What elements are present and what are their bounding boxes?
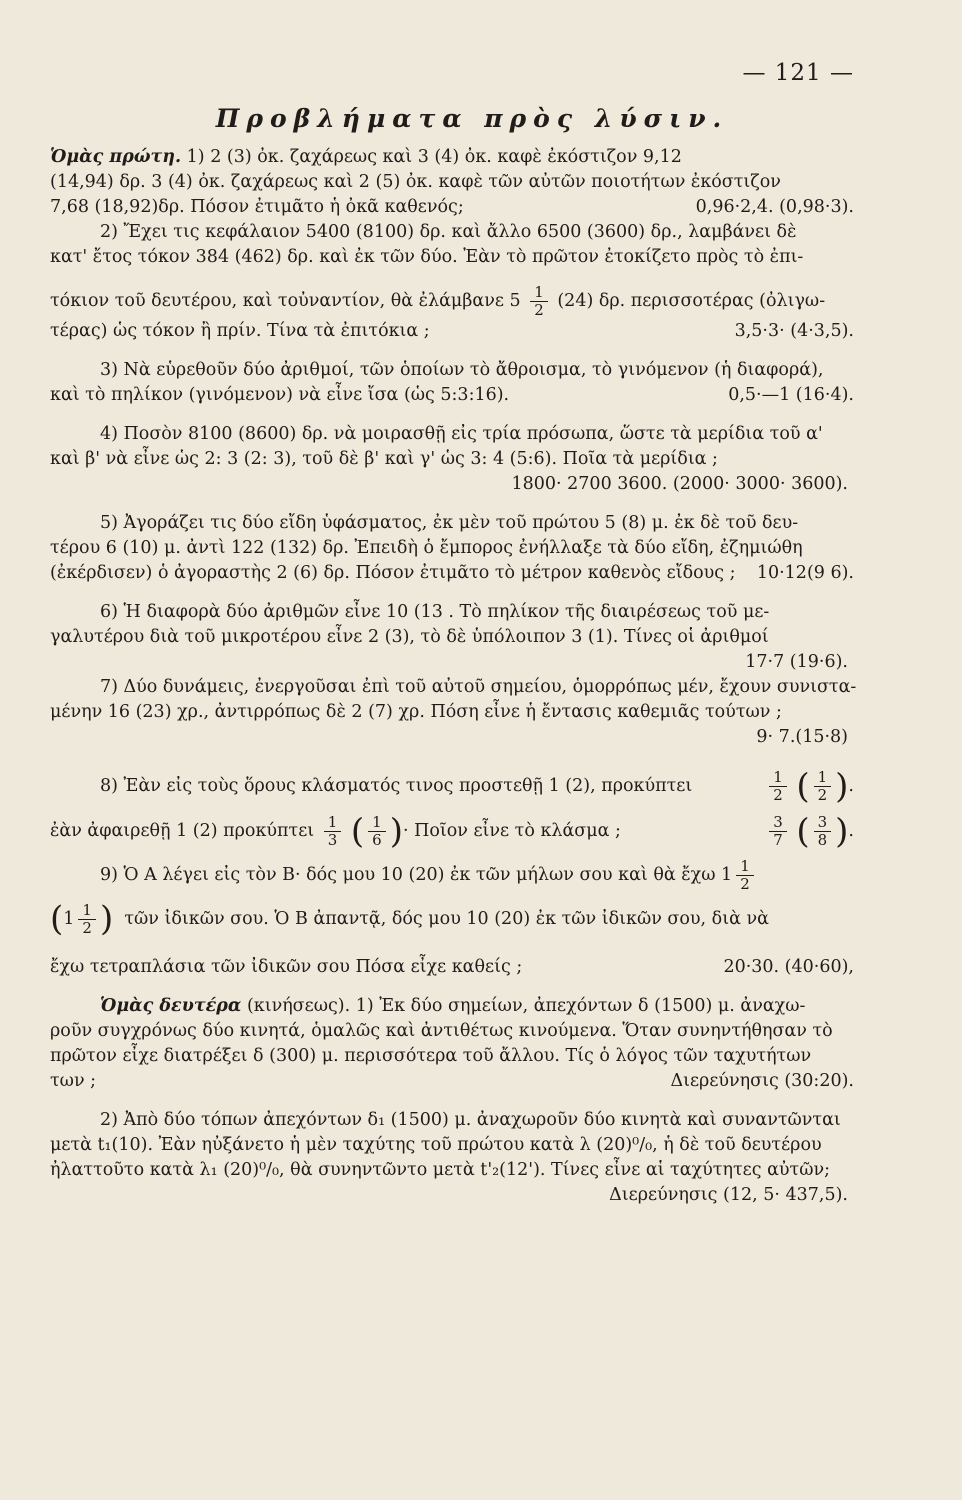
text-line [50, 1069, 854, 1094]
line-text: ροῦν συγχρόνως δύο κινητά, ὁμαλῶς καὶ ἀντιθέτως κινούμενα. Ὅταν συνηντήθησαν τὸ [50, 1021, 833, 1041]
text-line [50, 536, 854, 561]
text-line [50, 561, 854, 586]
text-line [50, 1019, 854, 1044]
line-text: κατ' ἔτος τόκον 384 (462) δρ. καὶ ἐκ τῶν δύο. Ἐὰν τὸ πρῶτον ἐτοκίζετο πρὸς τὸ ἐπι- [50, 247, 804, 267]
answer-text: 10·12(9 6). [756, 563, 854, 583]
line-text: πρῶτον εἶχε διατρέξει δ (300) μ. περισσότερα τοῦ ἄλλου. Τίς ὁ λόγος τῶν ταχυτήτων [50, 1046, 812, 1066]
line-text: καὶ τὸ πηλίκον (γινόμενον) νὰ εἶνε ἴσα (ὡς 5:3:16). [50, 385, 510, 405]
text-line [50, 955, 854, 980]
line-text: (14,94) δρ. 3 (4) ὀκ. ζαχάρεως καὶ 2 (5) ὀκ. καφὲ τῶν αὐτῶν ποιοτήτων ἐκόστιζον [50, 172, 781, 192]
text-line [50, 700, 854, 725]
text-line [50, 1044, 854, 1069]
group-heading: Ὁμὰς πρώτη. [50, 147, 182, 167]
line-text: τῶν ἰδικῶν σου. Ὁ Β ἀπαντᾷ, δός μου 10 (20) ἐκ τῶν ἰδικῶν σου, διὰ νὰ [124, 909, 769, 929]
text-line [50, 1158, 854, 1183]
answer-text: 9· 7.(15·8) [756, 727, 848, 747]
text-line [50, 220, 854, 245]
answer-text: 17·7 (19·6). [745, 652, 848, 672]
line-text: 2) Ἀπὸ δύο τόπων ἀπεχόντων δ₁ (1500) μ. ἀναχωροῦν δύο κινητὰ καὶ συναντῶνται [100, 1110, 841, 1130]
line-text: τέρου 6 (10) μ. ἀντὶ 122 (132) δρ. Ἐπειδὴ ὁ ἔμπορος ἐνήλλαξε τὰ δύο εἴδη, ἐζημιώθη [50, 538, 803, 558]
text-line [50, 245, 854, 270]
text-line [50, 145, 854, 170]
line-text: 3) Νὰ εὑρεθοῦν δύο ἀριθμοί, τῶν ὁποίων τὸ ἄθροισμα, τὸ γινόμενον (ἡ διαφορά), [100, 360, 824, 380]
line-text: 8) Ἐὰν εἰς τοὺς ὅρους κλάσματός τινος προστεθῇ 1 (2), προκύπτει [100, 776, 693, 797]
answer-text: Διερεύνησις (12, 5· 437,5). [609, 1185, 848, 1205]
line-text: μετὰ t₁(10). Ἐὰν ηὐξάνετο ἡ μὲν ταχύτης τοῦ πρώτου κατὰ λ (20)⁰/₀, ἡ δὲ τοῦ δευτέρου [50, 1135, 822, 1155]
text-line [50, 675, 857, 700]
text-line: 8) Ἐὰν εἰς τοὺς ὅρους κλάσματός τινος προστεθῇ 1 (2), προκύπτει $\frac{1}{2}$ ( $\frac{1}{2}$ ). [50, 764, 854, 809]
page-number: — 121 — [742, 60, 854, 86]
line-text: (24) δρ. περισσοτέρας (ὀλιγω- [557, 291, 826, 311]
text-line [50, 853, 854, 897]
text-line [50, 319, 854, 344]
text-line [50, 447, 854, 472]
text-line [50, 600, 854, 625]
answer-text: 0,5·—1 (16·4). [728, 385, 854, 405]
line-text: καὶ β' νὰ εἶνε ὡς 2: 3 (2: 3), τοῦ δὲ β' καὶ γ' ὡς 3: 4 (5:6). Ποῖα τὰ μερίδια ; [50, 449, 718, 469]
line-text: γαλυτέρου διὰ τοῦ μικροτέρου εἶνε 2 (3), τὸ δὲ ὑπόλοιπον 3 (1). Τίνες οἱ ἀριθμοί [50, 627, 769, 647]
line-text: (κινήσεως). 1) Ἐκ δύο σημείων, ἀπεχόντων δ (1500) μ. ἀναχω- [246, 996, 806, 1016]
text-line [50, 1108, 854, 1133]
line-text: ἠλαττοῦτο κατὰ λ₁ (20)⁰/₀, θὰ συνηντῶντο μετὰ t'₂(12'). Τίνες εἶνε αἱ ταχύτητες αὐτῶν; [50, 1160, 831, 1180]
fraction: $\frac{1}{2}$ [78, 902, 96, 937]
line-text: μένην 16 (23) χρ., ἀντιρρόπως δὲ 2 (7) χρ. Πόση εἶνε ἡ ἔντασις καθεμιᾶς τούτων ; [50, 702, 782, 722]
text-line: ἐὰν ἀφαιρεθῇ 1 (2) προκύπτει $\frac{1}{3}$ ( $\frac{1}{6}$ )· Ποῖον εἶνε τὸ κλάσμα ; $\frac{3}{7}$ ( $\frac{3}{8}$ ). [50, 811, 854, 851]
fraction: $\frac{1}{2}$ [769, 769, 787, 804]
text-line [50, 195, 854, 220]
fraction: $\frac{3}{8}$ [814, 814, 832, 849]
page-title: Προβλήματα πρὸς λύσιν. [215, 104, 729, 133]
line-text: 7) Δύο δυνάμεις, ἐνεργοῦσαι ἐπὶ τοῦ αὐτοῦ σημείου, ὁμορρόπως μέν, ἔχουν συνιστα- [100, 677, 857, 697]
line-text: ἔχω τετραπλάσια τῶν ἰδικῶν σου Πόσα εἶχε καθείς ; [50, 957, 523, 977]
line-text: των ; [50, 1071, 97, 1091]
text-line [50, 994, 854, 1019]
answer-text: 0,96·2,4. (0,98·3). [695, 197, 854, 217]
text-line [50, 358, 854, 383]
answer-text: 1800· 2700 3600. (2000· 3000· 3600). [511, 474, 848, 494]
line-text: 5) Ἀγοράζει τις δύο εἴδη ὑφάσματος, ἐκ μὲν τοῦ πρώτου 5 (8) μ. ἐκ δὲ τοῦ δευ- [100, 513, 799, 533]
text-line [50, 284, 854, 319]
text-line [50, 625, 854, 650]
fraction: $\frac{1}{3}$ [324, 814, 342, 849]
answer-text: 20·30. (40·60), [723, 957, 854, 977]
line-text: 2) Ἔχει τις κεφάλαιον 5400 (8100) δρ. καὶ ἄλλο 6500 (3600) δρ., λαμβάνει δὲ [100, 222, 797, 242]
text-line: ( 1 $\frac{1}{2}$ ) τῶν ἰδικῶν σου. Ὁ Β ἀπαντᾷ, δός μου 10 (20) ἐκ τῶν ἰδικῶν σου, διὰ νὰ [50, 899, 769, 939]
line-text: Ποῖον εἶνε τὸ κλάσμα ; [414, 820, 621, 841]
line-text: 9) Ὁ Α λέγει εἰς τὸν Β· δός μου 10 (20) ἐκ τῶν μήλων σου καὶ θὰ ἔχω 1 [100, 865, 733, 885]
answer-text: 3,5·3· (4·3,5). [734, 321, 854, 341]
text-line [50, 511, 854, 536]
line-text: τόκιον τοῦ δευτέρου, καὶ τοὐναντίον, θὰ ἐλάμβανε 5 [50, 291, 521, 311]
text-line [50, 383, 854, 408]
line-text: 6) Ἡ διαφορὰ δύο ἀριθμῶν εἶνε 10 (13 . Τὸ πηλίκον τῆς διαιρέσεως τοῦ με- [100, 602, 770, 622]
fraction: $\frac{1}{2}$ [736, 858, 754, 893]
line-text: (ἐκέρδισεν) ὁ ἀγοραστὴς 2 (6) δρ. Πόσον ἐτιμᾶτο τὸ μέτρον καθενὸς εἴδους ; [50, 563, 736, 583]
text-line [50, 422, 854, 447]
group-heading: Ὁμὰς δευτέρα [100, 996, 242, 1016]
line-text: ἐὰν ἀφαιρεθῇ 1 (2) προκύπτει [50, 820, 315, 841]
line-text: 4) Ποσὸν 8100 (8600) δρ. νὰ μοιρασθῇ εἰς τρία πρόσωπα, ὥστε τὰ μερίδια τοῦ α' [100, 424, 823, 444]
fraction: $\frac{3}{7}$ [769, 814, 787, 849]
text-line [50, 170, 854, 195]
answer-text: Διερεύνησις (30:20). [670, 1071, 854, 1091]
text-line [50, 1133, 854, 1158]
fraction: $\frac{1}{6}$ [368, 814, 386, 849]
fraction: $\frac{1}{2}$ [530, 284, 548, 319]
line-text: τέρας) ὡς τόκον ἢ πρίν. Τίνα τὰ ἐπιτόκια ; [50, 321, 430, 341]
fraction: $\frac{1}{2}$ [814, 769, 832, 804]
line-text: 1) 2 (3) ὀκ. ζαχάρεως καὶ 3 (4) ὀκ. καφὲ ἐκόστιζον 9,12 [186, 147, 682, 167]
line-text: 7,68 (18,92)δρ. Πόσον ἐτιμᾶτο ἡ ὀκᾶ καθενός; [50, 197, 464, 217]
